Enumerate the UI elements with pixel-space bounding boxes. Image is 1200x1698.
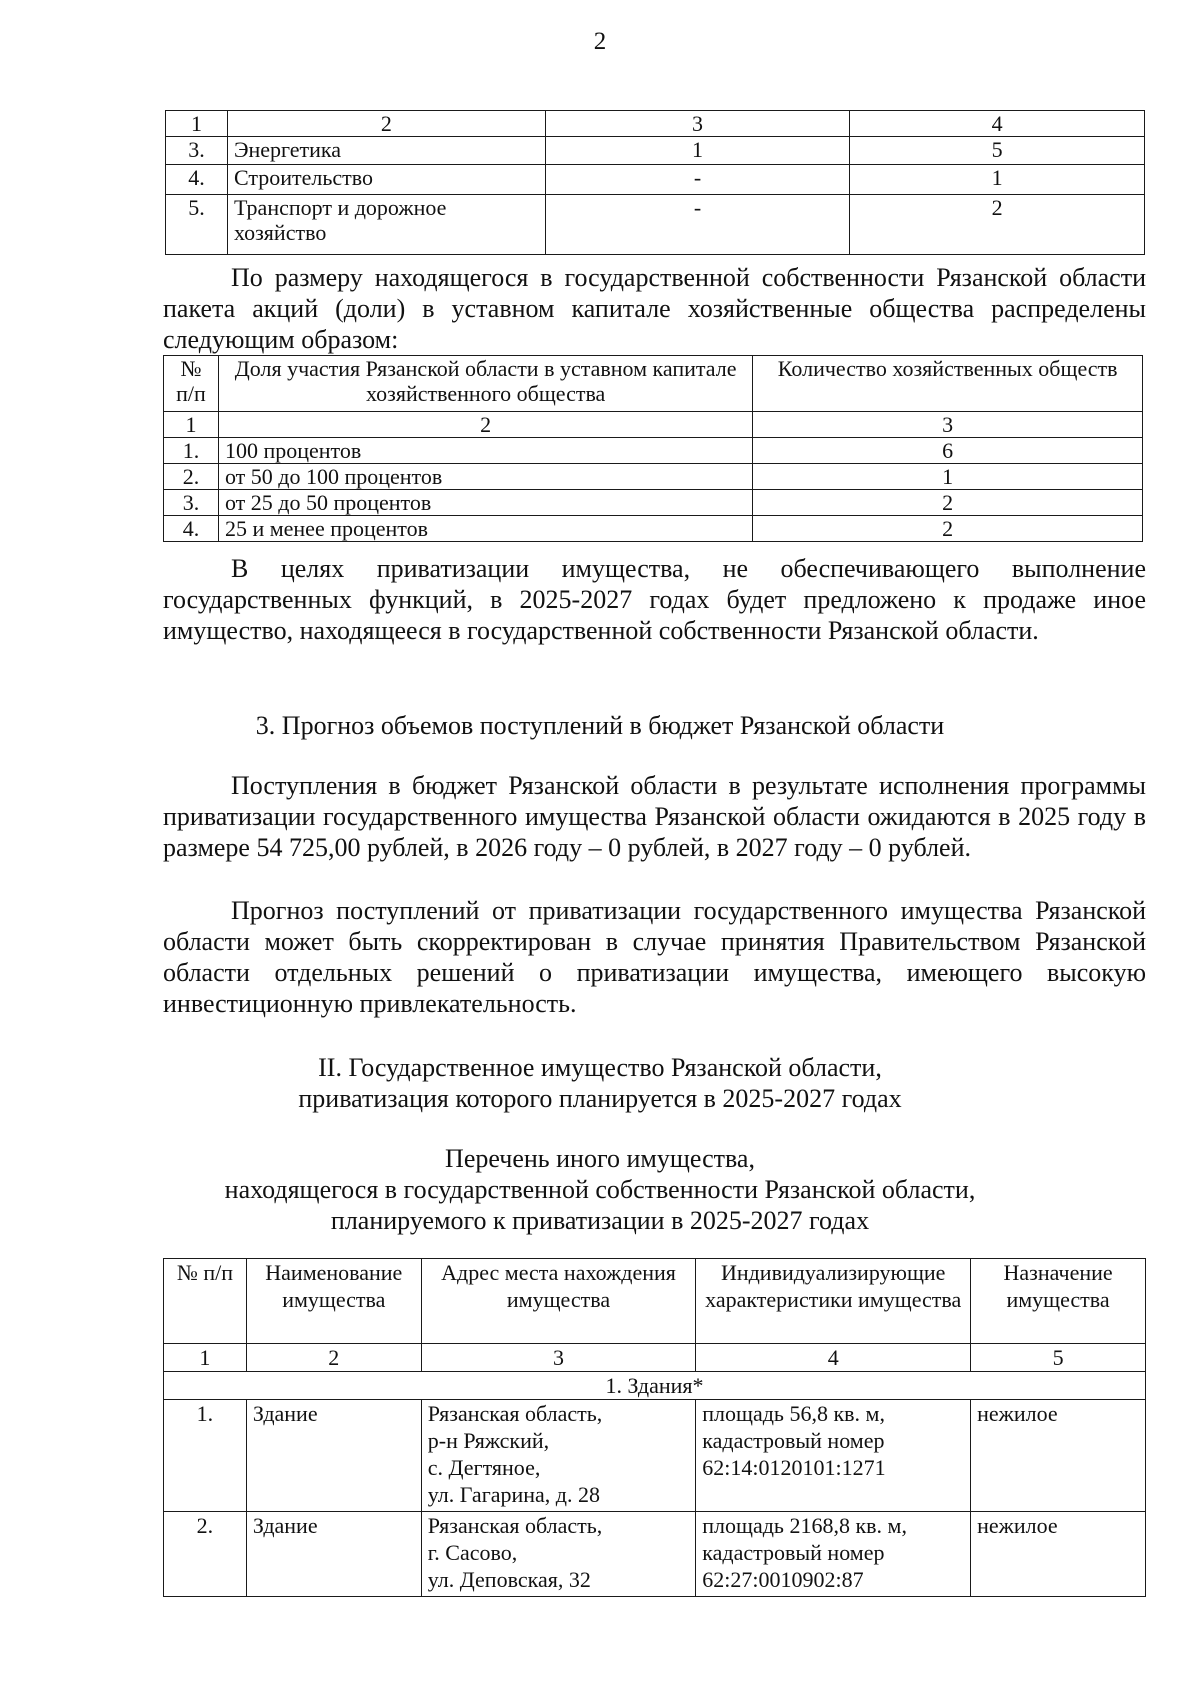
characteristic-line: площадь 2168,8 кв. м, [702,1513,907,1538]
table-row [164,1400,1146,1512]
table-row [164,464,1143,490]
table-cell: 3 [421,1344,696,1372]
table-cell: Наименование имущества [246,1259,421,1344]
table-cell: Транспорт и дорожное хозяйство [227,195,545,255]
table-row [166,137,1145,165]
table-cell: 4. [164,516,219,542]
group-label: 1. Здания* [164,1372,1146,1400]
group-row [164,1372,1146,1400]
property-table [163,1258,1146,1597]
heading-line: планируемого к приватизации в 2025-2027 годах [330,1206,870,1235]
table-cell: Здание [246,1400,421,1512]
address-cell [421,1400,696,1512]
share-table [163,355,1143,542]
table-cell: 3. [164,490,219,516]
table-cell: нежилое [971,1400,1146,1512]
table-cell: 1 [164,412,219,438]
table-cell: 1 [545,137,850,165]
heading-line: Перечень иного имущества, [445,1144,755,1173]
table-row [164,1344,1146,1372]
table-row [164,516,1143,542]
table-header-row [166,111,1145,137]
paragraph: Поступления в бюджет Рязанской области в результате исполнения программы приватизации государственного имущества Рязанской области ожидаются в 2025 году в размере 54 725,00 рублей, в 2026 году – 0 рублей, в 2027 году – 0 рублей. [163,771,1146,862]
heading-line: находящегося в государственной собственности Рязанской области, [224,1175,976,1204]
table-cell: 3 [545,111,850,137]
paragraph: В целях приватизации имущества, не обеспечивающего выполнение государственных функций, в 2025-2027 годах будет предложено к продаже иное имущество, находящееся в государственной собственности Рязанской области. [163,554,1146,645]
table-cell: 3. [166,137,228,165]
characteristics-cell [696,1512,971,1597]
table-header-row [164,1259,1146,1344]
table-cell: Индивидуализирующие характеристики имущества [696,1259,971,1344]
table-cell: № п/п [164,356,219,412]
page-number: 2 [593,28,607,55]
table-cell: 2 [753,516,1143,542]
table-cell: 2 [753,490,1143,516]
characteristic-line: 62:27:0010902:87 [702,1567,864,1592]
sector-table [165,110,1145,255]
list-heading [0,1143,1200,1236]
table-cell: 4 [850,111,1145,137]
table-cell: 1 [850,165,1145,195]
table-row [164,412,1143,438]
table-cell: Доля участия Рязанской области в уставном капитале хозяйственного общества [218,356,752,412]
table-row [164,490,1143,516]
heading-line: приватизация которого планируется в 2025-2027 годах [298,1084,902,1113]
address-line: ул. Деповская, 32 [427,1567,591,1592]
address-line: р-н Ряжский, [427,1428,550,1453]
table-cell: от 50 до 100 процентов [218,464,752,490]
table-cell: 2 [227,111,545,137]
table-cell: 6 [753,438,1143,464]
address-line: ул. Гагарина, д. 28 [427,1482,600,1507]
table-row [164,438,1143,464]
table-cell: Адрес места нахождения имущества [421,1259,696,1344]
section-heading [0,1052,1200,1114]
address-line: Рязанская область, [427,1513,603,1538]
table-cell: 2 [246,1344,421,1372]
table-cell: - [545,165,850,195]
table-header-row [164,356,1143,412]
table-cell: Количество хозяйственных обществ [753,356,1143,412]
table-cell: 1. [164,438,219,464]
table-cell: 1. [164,1400,247,1512]
table-cell: Строительство [227,165,545,195]
table-cell: нежилое [971,1512,1146,1597]
address-line: Рязанская область, [427,1401,603,1426]
table-cell: 1 [166,111,228,137]
table-cell: 2 [850,195,1145,255]
address-line: г. Сасово, [427,1540,518,1565]
table-row [164,1512,1146,1597]
table-cell: Здание [246,1512,421,1597]
paragraph: По размеру находящегося в государственной собственности Рязанской области пакета акций (доли) в уставном капитале хозяйственные общества распределены следующим образом: [163,263,1146,354]
table-cell: 100 процентов [218,438,752,464]
table-cell: 5. [166,195,228,255]
table-cell: 4. [166,165,228,195]
characteristic-line: площадь 56,8 кв. м, [702,1401,885,1426]
heading-line: II. Государственное имущество Рязанской области, [318,1053,882,1082]
table-cell: 25 и менее процентов [218,516,752,542]
table-cell: 1 [753,464,1143,490]
address-line: с. Дегтяное, [427,1455,541,1480]
section-heading: 3. Прогноз объемов поступлений в бюджет Рязанской области [255,711,945,740]
table-cell: - [545,195,850,255]
table-cell: № п/п [164,1259,247,1344]
table-cell: Энергетика [227,137,545,165]
characteristic-line: кадастровый номер [702,1428,885,1453]
table-cell: 2. [164,464,219,490]
table-cell: 2. [164,1512,247,1597]
characteristics-cell [696,1400,971,1512]
table-cell: 1 [164,1344,247,1372]
table-cell: от 25 до 50 процентов [218,490,752,516]
paragraph: Прогноз поступлений от приватизации государственного имущества Рязанской области может быть скорректирован в случае принятия Правительством Рязанской области отдельных решений о приватизации имущества, имеющего высокую инвестиционную привлекательность. [163,896,1146,1018]
table-cell: 2 [218,412,752,438]
table-cell: Назначение имущества [971,1259,1146,1344]
table-cell: 5 [850,137,1145,165]
characteristic-line: 62:14:0120101:1271 [702,1455,886,1480]
table-cell: 3 [753,412,1143,438]
table-row [166,195,1145,255]
address-cell [421,1512,696,1597]
table-cell: 5 [971,1344,1146,1372]
characteristic-line: кадастровый номер [702,1540,885,1565]
table-cell: 4 [696,1344,971,1372]
table-row [166,165,1145,195]
